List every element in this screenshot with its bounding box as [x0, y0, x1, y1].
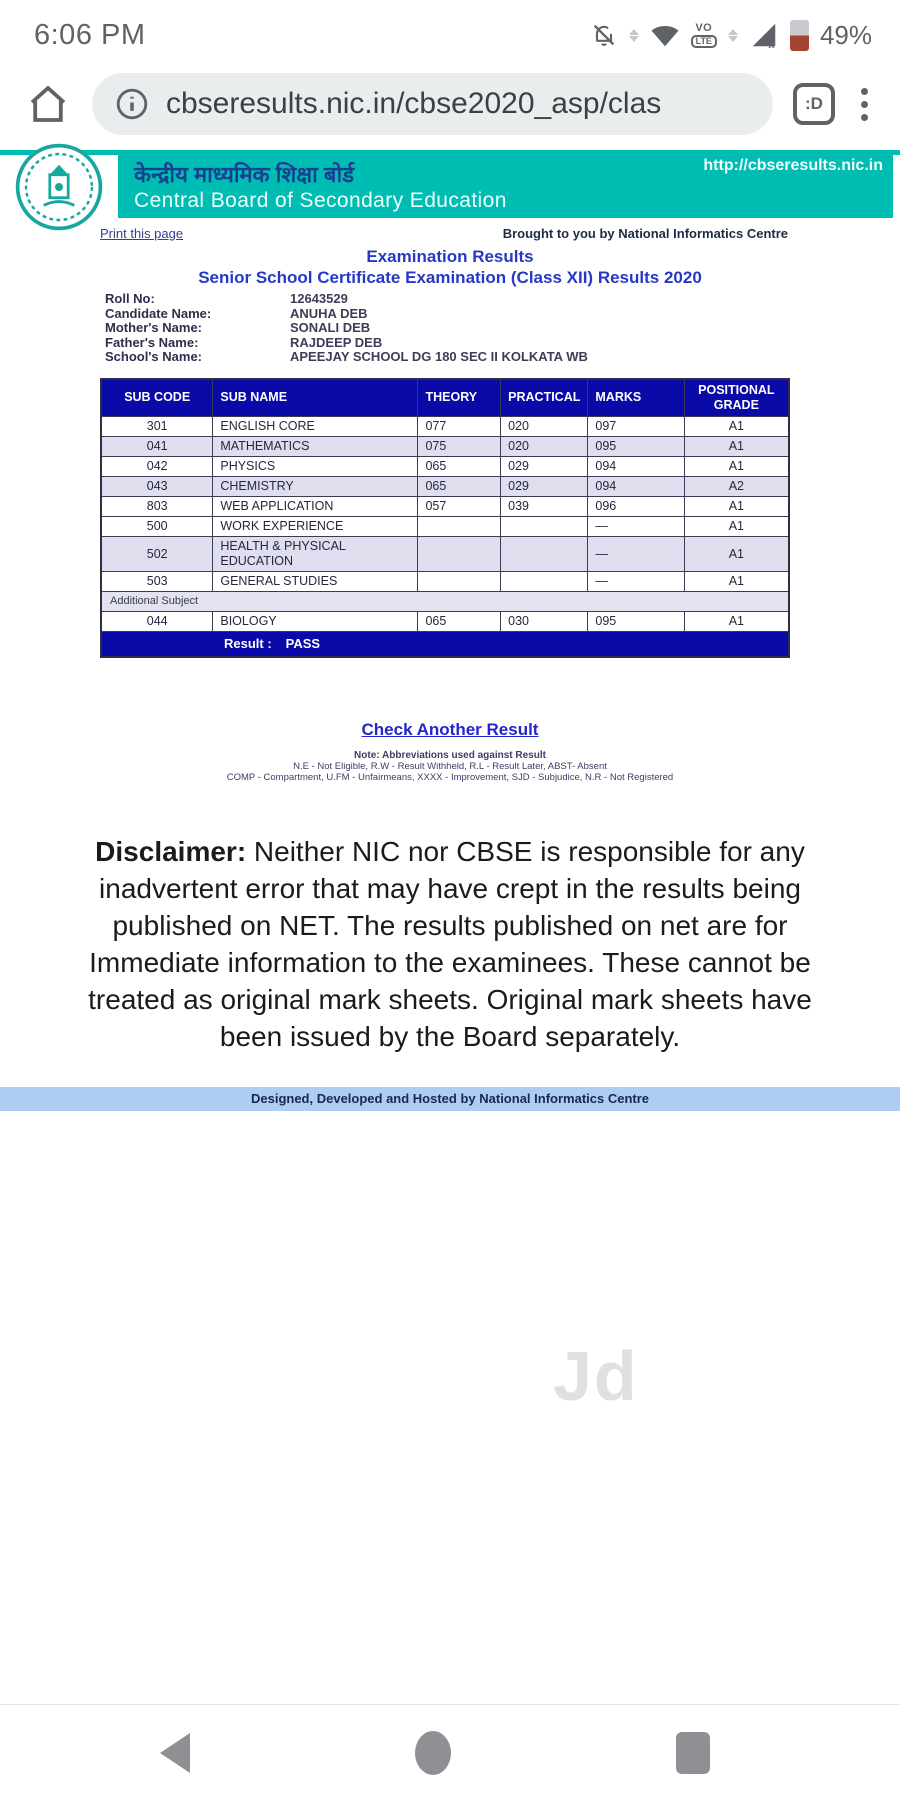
- cbse-header: [0, 155, 900, 218]
- subject-cell: 095: [588, 437, 684, 457]
- detail-label: Mother's Name:: [105, 320, 202, 335]
- detail-row: [105, 350, 900, 365]
- subject-cell: 065: [418, 477, 501, 497]
- browser-menu-button[interactable]: [855, 84, 874, 125]
- subject-cell: 020: [501, 437, 588, 457]
- subject-row: [101, 517, 789, 537]
- subject-cell: A1: [684, 612, 789, 632]
- home-button[interactable]: [24, 80, 72, 128]
- note-line: COMP - Compartment, U.FM - Unfairmeans, XXXX - Improvement, SJD - Subjudice, N.R - Not Registered: [226, 772, 674, 783]
- additional-subject-label: Additional Subject: [101, 592, 789, 612]
- data-arrows-icon: [629, 29, 639, 42]
- column-header: MARKS: [588, 379, 684, 417]
- cbse-title-english: Central Board of Secondary Education: [134, 189, 507, 212]
- subject-cell: ENGLISH CORE: [213, 417, 418, 437]
- subject-cell: [501, 517, 588, 537]
- subject-row: [101, 537, 789, 572]
- subject-cell: GENERAL STUDIES: [213, 572, 418, 592]
- disclaimer-text: Disclaimer: Neither NIC nor CBSE is responsible for any inadvertent error that may have crept in the results being published on NET. The results published on net are for Immediate information to the examinees. These cannot be treated as original mark sheets. Original mark sheets have been issued by the Board separately.: [88, 836, 812, 1052]
- subject-cell: A1: [684, 572, 789, 592]
- subject-cell: 044: [101, 612, 213, 632]
- detail-label: School's Name:: [105, 349, 203, 364]
- subject-cell: [501, 572, 588, 592]
- subject-cell: HEALTH & PHYSICAL EDUCATION: [213, 537, 418, 572]
- brought-by-text: Brought to you by National Informatics Centre: [502, 226, 788, 241]
- browser-toolbar: [0, 58, 900, 150]
- subject-cell: 301: [101, 417, 213, 437]
- subject-cell: 065: [418, 612, 501, 632]
- subject-cell: A1: [684, 517, 789, 537]
- subject-cell: 095: [588, 612, 684, 632]
- battery-icon: [790, 20, 809, 51]
- detail-label: Candidate Name:: [105, 305, 212, 321]
- subject-cell: 502: [101, 537, 213, 572]
- subject-cell: A1: [684, 457, 789, 477]
- battery-percent: 49%: [819, 19, 872, 50]
- svg-text:x: x: [768, 39, 775, 49]
- cbse-title-hindi: केन्द्रीय माध्यमिक शिक्षा बोर्ड: [134, 162, 354, 187]
- result-row: [101, 632, 789, 658]
- subject-cell: 075: [418, 437, 501, 457]
- subject-cell: [418, 572, 501, 592]
- subject-cell: 077: [418, 417, 501, 437]
- column-header: PRACTICAL: [501, 379, 588, 417]
- detail-row: [105, 292, 900, 307]
- page-info-icon[interactable]: [114, 86, 150, 122]
- subject-cell: —: [588, 572, 684, 592]
- subject-cell: 803: [101, 497, 213, 517]
- url-text: cbseresults.nic.in/cbse2020_asp/clas: [166, 87, 662, 120]
- subject-cell: PHYSICS: [213, 457, 418, 477]
- subject-cell: 097: [588, 417, 684, 437]
- result-label: Result :: [224, 636, 272, 651]
- detail-value: APEEJAY SCHOOL DG 180 SEC II KOLKATA WB: [290, 349, 588, 364]
- subject-row: [101, 457, 789, 477]
- subject-cell: 094: [588, 457, 684, 477]
- cbse-logo: [0, 155, 118, 218]
- url-bar[interactable]: [92, 73, 773, 135]
- page-title: Examination Results: [366, 247, 534, 266]
- tab-switcher-button[interactable]: :D: [793, 83, 835, 125]
- table-header-row: [101, 379, 789, 417]
- subject-cell: A1: [684, 417, 789, 437]
- subject-cell: A2: [684, 477, 789, 497]
- candidate-details: [105, 292, 900, 365]
- subject-cell: 065: [418, 457, 501, 477]
- subject-cell: 500: [101, 517, 213, 537]
- subject-cell: 041: [101, 437, 213, 457]
- android-nav-bar: [0, 1704, 900, 1800]
- clock: 6:06 PM: [34, 18, 146, 51]
- volte-icon: VO LTE: [691, 23, 717, 48]
- column-header: SUB CODE: [101, 379, 213, 417]
- subject-cell: CHEMISTRY: [213, 477, 418, 497]
- back-button[interactable]: [160, 1733, 190, 1773]
- recents-button[interactable]: [676, 1732, 710, 1774]
- subject-cell: WEB APPLICATION: [213, 497, 418, 517]
- subject-cell: 057: [418, 497, 501, 517]
- subject-cell: WORK EXPERIENCE: [213, 517, 418, 537]
- subject-cell: 042: [101, 457, 213, 477]
- column-header: THEORY: [418, 379, 501, 417]
- subject-cell: A1: [684, 497, 789, 517]
- abbreviations-note: [0, 750, 900, 783]
- exam-title: Senior School Certificate Examination (Class XII) Results 2020: [198, 268, 702, 287]
- result-cell: [101, 632, 789, 658]
- subject-cell: 096: [588, 497, 684, 517]
- cbse-banner: [118, 155, 893, 218]
- subject-cell: 029: [501, 477, 588, 497]
- subject-cell: [418, 537, 501, 572]
- subject-cell: —: [588, 517, 684, 537]
- subject-cell: MATHEMATICS: [213, 437, 418, 457]
- nic-footer: Designed, Developed and Hosted by National Informatics Centre: [0, 1087, 900, 1111]
- note-line: N.E - Not Eligible, R.W - Result Withheld, R.L - Result Later, ABST- Absent: [293, 761, 607, 772]
- marks-table-body: [101, 417, 789, 658]
- subject-cell: —: [588, 537, 684, 572]
- status-bar: [0, 0, 900, 58]
- detail-label: Roll No:: [105, 291, 155, 306]
- subject-cell: [501, 537, 588, 572]
- detail-value: 12643529: [290, 291, 348, 306]
- jd-watermark: Jd: [553, 1337, 639, 1415]
- subject-cell: 094: [588, 477, 684, 497]
- print-this-page-link[interactable]: Print this page: [100, 226, 184, 241]
- detail-label: Father's Name:: [105, 334, 199, 350]
- subject-row: [101, 612, 789, 632]
- check-another-result-link[interactable]: Check Another Result: [361, 720, 539, 739]
- data-arrows-icon: [728, 29, 738, 42]
- column-header: POSITIONAL GRADE: [684, 379, 789, 417]
- wifi-icon: [650, 22, 680, 48]
- subject-cell: 039: [501, 497, 588, 517]
- detail-row: [105, 307, 900, 322]
- subject-cell: A1: [684, 437, 789, 457]
- signal-no-network-icon: [749, 21, 779, 49]
- subject-cell: 043: [101, 477, 213, 497]
- marks-table: [100, 378, 790, 659]
- subject-cell: BIOLOGY: [213, 612, 418, 632]
- subject-row: [101, 417, 789, 437]
- subject-cell: 020: [501, 417, 588, 437]
- detail-value: RAJDEEP DEB: [290, 334, 383, 350]
- detail-row: [105, 321, 900, 336]
- additional-subject-row: [101, 592, 789, 612]
- detail-row: [105, 336, 900, 351]
- subject-row: [101, 437, 789, 457]
- subject-cell: 030: [501, 612, 588, 632]
- subject-cell: A1: [684, 537, 789, 572]
- banner-url: http://cbseresults.nic.in: [703, 157, 883, 174]
- detail-value: ANUHA DEB: [290, 305, 368, 321]
- subject-cell: [418, 517, 501, 537]
- subject-row: [101, 477, 789, 497]
- result-value: PASS: [285, 636, 321, 651]
- subject-row: [101, 497, 789, 517]
- note-line: Note: Abbreviations used against Result: [354, 750, 546, 761]
- detail-value: SONALI DEB: [290, 320, 371, 335]
- page-meta-row: [0, 218, 900, 241]
- column-header: SUB NAME: [213, 379, 418, 417]
- subject-cell: 503: [101, 572, 213, 592]
- subject-cell: 029: [501, 457, 588, 477]
- subject-row: [101, 572, 789, 592]
- home-nav-button[interactable]: [415, 1731, 451, 1775]
- notifications-muted-icon: [590, 21, 618, 49]
